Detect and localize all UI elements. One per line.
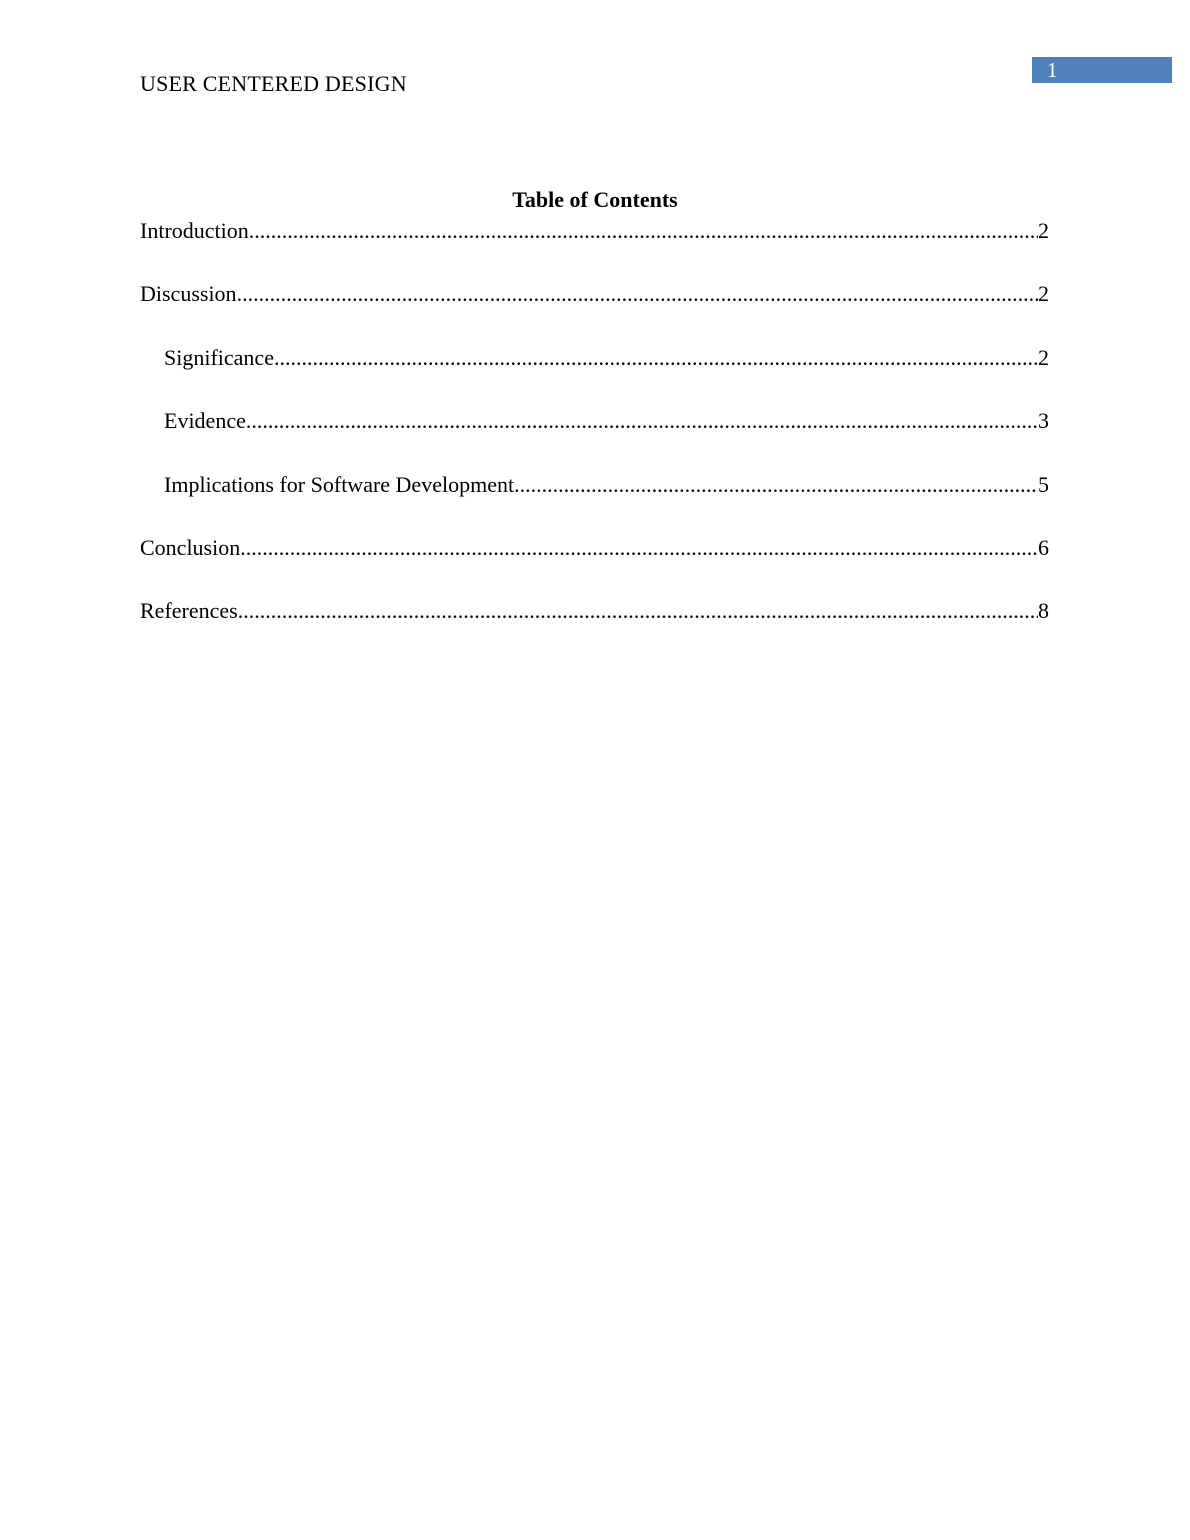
toc-entry-label: Introduction xyxy=(140,218,249,243)
page-number: 1 xyxy=(1047,58,1058,82)
toc-dot-leader xyxy=(514,471,1038,499)
toc-entry-label: Conclusion xyxy=(140,534,241,560)
toc-entry-page: 2 xyxy=(1038,281,1049,307)
toc-entry-references[interactable] xyxy=(140,597,1049,660)
toc-title: Table of Contents xyxy=(512,187,678,212)
page-number-badge xyxy=(1032,57,1172,83)
table-of-contents xyxy=(140,217,1049,661)
toc-entry-page: 2 xyxy=(1038,344,1049,370)
toc-dot-leader xyxy=(240,534,1038,562)
toc-entry-page: 2 xyxy=(1038,218,1049,243)
toc-entry-label: Discussion xyxy=(140,281,237,307)
toc-entry-page: 6 xyxy=(1038,534,1049,560)
toc-entry-evidence[interactable] xyxy=(140,407,1049,470)
toc-entry-page: 5 xyxy=(1038,471,1049,497)
toc-entry-label: References xyxy=(140,598,238,624)
toc-entry-implications[interactable] xyxy=(140,471,1049,534)
running-head: USER CENTERED DESIGN xyxy=(140,71,407,96)
toc-dot-leader xyxy=(238,597,1038,625)
toc-entry-label: Significance xyxy=(164,344,274,370)
toc-entry-introduction[interactable] xyxy=(140,217,1049,280)
toc-entry-page: 8 xyxy=(1038,598,1049,624)
toc-entry-page: 3 xyxy=(1038,408,1049,434)
toc-entry-discussion[interactable] xyxy=(140,280,1049,343)
toc-entry-label: Implications for Software Development xyxy=(164,471,515,497)
toc-entry-significance[interactable] xyxy=(140,344,1049,407)
toc-dot-leader xyxy=(274,344,1038,372)
toc-dot-leader xyxy=(246,407,1038,435)
toc-entry-label: Evidence xyxy=(164,408,246,434)
toc-dot-leader xyxy=(249,217,1038,245)
toc-entry-conclusion[interactable] xyxy=(140,534,1049,597)
toc-dot-leader xyxy=(237,280,1038,308)
